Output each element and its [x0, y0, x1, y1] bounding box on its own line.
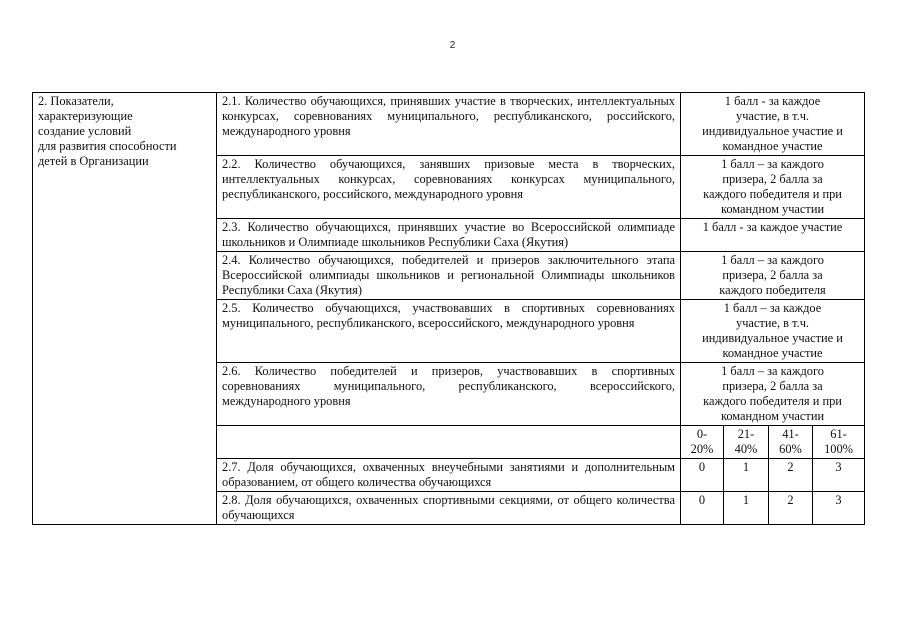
percent-range-header	[681, 426, 724, 459]
score-line: 1 балл – за каждого	[721, 253, 824, 267]
score-line: командное участие	[722, 139, 823, 153]
score-line: каждого победителя	[719, 283, 826, 297]
percent-range-header	[813, 426, 865, 459]
score-value: 3	[813, 492, 865, 525]
indicator-text: 2.6. Количество победителей и призеров, участвовавших в спортивных соревнованиях муниципального, республиканского, всероссийского, международного уровня	[217, 363, 681, 426]
score-line: 1 балл – за каждого	[721, 364, 824, 378]
score-line: индивидуальное участие и	[702, 331, 843, 345]
score-line: каждого победителя и при	[703, 187, 842, 201]
score-line: призера, 2 балла за	[722, 268, 823, 282]
score-value: 2	[769, 492, 813, 525]
score-line: командном участии	[720, 202, 825, 216]
section-title-line: 2. Показатели,	[38, 94, 114, 108]
section-title-line: создание условий	[38, 124, 132, 138]
section-title-line: для развития способности	[38, 139, 177, 153]
score-line: 1 балл – за каждого	[721, 157, 824, 171]
percent-range-header	[724, 426, 769, 459]
table-row	[33, 93, 865, 156]
score-cell	[681, 300, 865, 363]
score-line: участие, в т.ч.	[736, 109, 810, 123]
score-cell	[681, 363, 865, 426]
percent-range-line: 0-	[696, 427, 708, 441]
percent-range-line: 40%	[734, 442, 758, 456]
score-value: 2	[769, 459, 813, 492]
score-line: каждого победителя и при	[703, 394, 842, 408]
score-line: 1 балл – за каждое	[723, 301, 822, 315]
indicator-text: 2.1. Количество обучающихся, принявших участие в творческих, интеллектуальных конкурсах, соревнованиях муниципального, республиканского, российского, международного уровня	[217, 93, 681, 156]
empty-cell	[217, 426, 681, 459]
score-line: участие, в т.ч.	[736, 316, 810, 330]
indicator-text: 2.3. Количество обучающихся, принявших участие во Всероссийской олимпиаде школьников и Олимпиаде школьников Республики Саха (Якутия)	[217, 219, 681, 252]
section-title-line: характеризующие	[38, 109, 133, 123]
indicator-text: 2.2. Количество обучающихся, занявших призовые места в творческих, интеллектуальных конкурсах, соревнованиях конкурсах муниципального, республиканского, российского, международного уровня	[217, 156, 681, 219]
score-line: призера, 2 балла за	[722, 172, 823, 186]
score-line: призера, 2 балла за	[722, 379, 823, 393]
score-cell	[681, 156, 865, 219]
percent-range-line: 100%	[824, 442, 853, 456]
score-value: 3	[813, 459, 865, 492]
score-cell	[681, 219, 865, 252]
percent-range-line: 61-	[830, 427, 847, 441]
percent-range-header	[769, 426, 813, 459]
indicator-text: 2.5. Количество обучающихся, участвовавших в спортивных соревнованиях муниципального, республиканского, всероссийского, международного уровня	[217, 300, 681, 363]
indicators-table	[32, 92, 865, 525]
score-line: 1 балл - за каждое участие	[702, 220, 843, 234]
page-number: 2	[449, 40, 456, 51]
score-value: 1	[724, 492, 769, 525]
score-line: командном участии	[720, 409, 825, 423]
percent-range-line: 60%	[779, 442, 802, 456]
score-value: 0	[681, 492, 724, 525]
percent-range-line: 20%	[690, 442, 714, 456]
indicator-text: 2.4. Количество обучающихся, победителей и призеров заключительного этапа Всероссийской олимпиады школьников и региональной Олимпиады школьников Республики Саха (Якутия)	[217, 252, 681, 300]
indicator-text: 2.7. Доля обучающихся, охваченных внеучебными занятиями и дополнительным образованием, от общего количества обучающихся	[217, 459, 681, 492]
score-line: индивидуальное участие и	[702, 124, 843, 138]
percent-range-line: 41-	[782, 427, 799, 441]
score-cell	[681, 252, 865, 300]
percent-range-line: 21-	[737, 427, 755, 441]
score-cell	[681, 93, 865, 156]
section-title-line: детей в Организации	[38, 154, 149, 168]
indicator-text: 2.8. Доля обучающихся, охваченных спортивными секциями, от общего количества обучающихся	[217, 492, 681, 525]
section-title-cell	[33, 93, 217, 525]
score-line: командное участие	[722, 346, 823, 360]
score-value: 1	[724, 459, 769, 492]
score-line: 1 балл - за каждое	[724, 94, 821, 108]
score-value: 0	[681, 459, 724, 492]
